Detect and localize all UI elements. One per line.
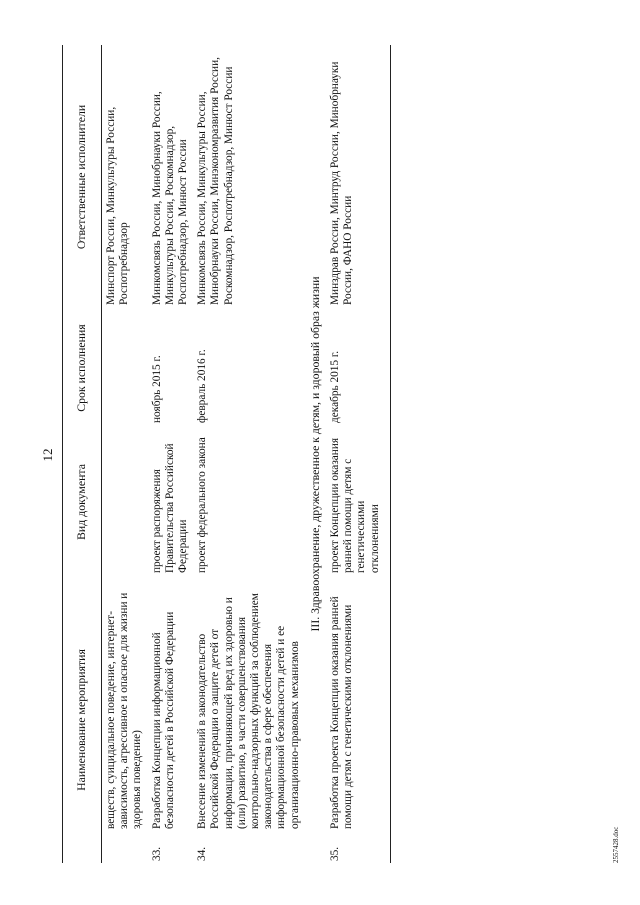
table-row (148, 45, 194, 863)
header-doc-type: Вид документа (63, 427, 102, 577)
row-name: Разработка проекта Концепции оказания ранней помощи детям с генетическими отклонениями (329, 596, 355, 829)
row-doc-type: проект Концепции оказания ранней помощи детям с генетическими отклонениями (329, 437, 381, 573)
table-row (102, 45, 148, 863)
row-responsible: Минкомсвязь России, Минобрнауки России, Минкультуры России, Роскомнадзор, Роспотребнадзор, Минюст России (150, 91, 190, 305)
table-row (326, 45, 390, 863)
header-deadline: Срок исполнения (63, 309, 102, 427)
section-heading: III. Здравоохранение, дружественное к детям, и здоровый образ жизни (307, 276, 322, 632)
row-name: Внесение изменений в законодательство Российской Федерации о защите детей от информации, причиняющей вред их здоровью и (или) развитию, в части совершенствования контрольно-надзорных функций за соблюдением законодательства в сфере обеспечения информационной безопасности детей и ее организационно-правовых механизмов (196, 593, 301, 829)
row-deadline: декабрь 2015 г. (329, 350, 342, 423)
row-number: 33. (150, 846, 163, 861)
row-number (102, 833, 148, 863)
header-name: Наименование мероприятия (63, 577, 102, 863)
row-number: 35. (329, 846, 342, 861)
row-name: веществ, суицидальное поведение, интернет-зависимость, агрессивное и опасное для жизни и здоровья поведение) (105, 592, 144, 829)
table-header-row (63, 45, 102, 863)
row-responsible: Минздрав России, Минтруд России, Минобрнауки России, ФАНО России (329, 61, 355, 305)
row-doc-type (102, 427, 148, 577)
row-deadline: ноябрь 2015 г. (150, 355, 163, 423)
action-plan-table (62, 45, 391, 863)
row-responsible: Минкомсвязь России, Минкультуры России, Минобрнауки России, Минэкономразвития России, Роскомнадзор, Роспотребнадзор, Минюст России (196, 57, 235, 305)
header-responsible: Ответственные исполнители (63, 45, 102, 309)
row-deadline: февраль 2016 г. (196, 349, 209, 423)
row-doc-type: проект распоряжения Правительства Российской Федерации (150, 443, 190, 573)
row-deadline (102, 309, 148, 427)
row-number: 34. (196, 846, 209, 861)
section-heading-row (305, 45, 326, 863)
table-row (193, 45, 305, 863)
row-doc-type: проект федерального закона (196, 437, 209, 573)
row-name: Разработка Концепции информационной безопасности детей в Российской Федерации (150, 611, 176, 829)
file-name-footer: 2557428.doc (612, 826, 620, 863)
row-responsible: Минспорт России, Минкультуры России, Роспотребнадзор (105, 106, 131, 305)
page-number: 12 (40, 448, 55, 462)
